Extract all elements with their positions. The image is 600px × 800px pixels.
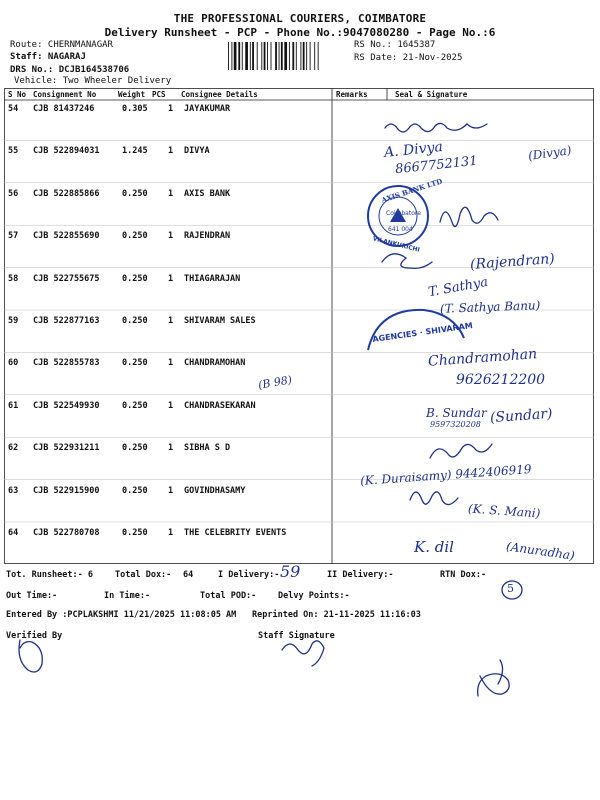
ii-delivery-label: II Delivery:- xyxy=(327,570,394,580)
stamp-pin: 641 004 xyxy=(388,226,413,233)
row-sno: 60 xyxy=(8,358,19,369)
row-consignee: THIAGARAJAN xyxy=(184,273,241,284)
row-pcs: 1 xyxy=(168,104,174,114)
row-consignment-no: CJB 522931211 xyxy=(33,443,100,454)
row-consignment-no: CJB 522755675 xyxy=(33,273,100,284)
row-consignment-no: CJB 522885866 xyxy=(33,188,100,199)
row-consignment-no: CJB 522894031 xyxy=(33,146,100,157)
hw-row61-name2: (Sundar) xyxy=(489,405,554,427)
stamp-bottom-text: VILANKURICHI xyxy=(371,235,421,254)
row-consignment-no: CJB 522915900 xyxy=(33,485,100,496)
row-pcs: 1 xyxy=(168,443,174,454)
row-sno: 57 xyxy=(8,231,19,242)
hw-row60-note: (B 98) xyxy=(257,373,294,392)
col-header-pcs: PCS xyxy=(152,90,166,99)
row-weight: 0.250 xyxy=(122,231,148,242)
hw-row63-name: (K. S. Mani) xyxy=(467,501,541,521)
col-header-consignee: Consignee Details xyxy=(181,90,258,99)
row-consignment-no: CJB 81437246 xyxy=(33,104,95,114)
stamp-top-text: AXIS BANK LTD xyxy=(380,176,444,205)
row-pcs: 1 xyxy=(168,231,174,242)
i-delivery-count: 59 xyxy=(280,562,301,581)
row-weight: 0.250 xyxy=(122,400,148,411)
row-weight: 0.250 xyxy=(122,358,148,369)
total-dox-value: 64 xyxy=(183,570,194,580)
runsheet-subtitle: Delivery Runsheet - PCP - Phone No.:9047080280 - Page No.:6 xyxy=(104,26,496,39)
hw-row62-text: (K. Duraisamy) 9442406919 xyxy=(359,462,532,488)
row-weight: 0.250 xyxy=(122,443,148,454)
row-pcs: 1 xyxy=(168,485,174,496)
row-weight: 1.245 xyxy=(122,146,148,157)
row-weight: 0.305 xyxy=(122,104,148,114)
row-consignee: CHANDRASEKARAN xyxy=(184,400,256,411)
stamp-city: Coimbatore xyxy=(386,210,421,217)
col-header-weight: Weight xyxy=(118,90,146,99)
col-header-sno: S No xyxy=(8,90,27,99)
signature-row54 xyxy=(385,123,487,132)
row-sno: 55 xyxy=(8,146,19,157)
row-sno: 54 xyxy=(8,104,19,114)
row-consignee: GOVINDHASAMY xyxy=(184,485,246,496)
hw-row55-phone: 8667752131 xyxy=(394,153,479,178)
row-consignment-no: CJB 522780708 xyxy=(33,528,100,538)
i-delivery-label: I Delivery:- xyxy=(218,570,280,580)
staff-signature-label: Staff Signature xyxy=(258,631,335,641)
row-consignment-no: CJB 522855783 xyxy=(33,358,100,369)
hw-row57-name: (Rajendran) xyxy=(469,251,556,273)
hw-row58-name2: (T. Sathya Banu) xyxy=(439,298,541,316)
hw-row64-name2: (Anuradha) xyxy=(505,539,576,563)
drs-number: DRS No.: DCJB164538706 xyxy=(10,65,130,75)
hw-row55-name2: (Divya) xyxy=(527,143,573,163)
signature-row57 xyxy=(382,254,432,269)
row-consignee: AXIS BANK xyxy=(184,188,231,199)
row-pcs: 1 xyxy=(168,273,174,284)
hw-row60-name: Chandramohan xyxy=(427,346,538,370)
row-consignee: THE CELEBRITY EVENTS xyxy=(184,528,287,538)
hw-row64-name: K. dil xyxy=(414,538,454,556)
staff-text: Staff: NAGARAJ xyxy=(10,52,86,62)
row-consignment-no: CJB 522549930 xyxy=(33,400,100,411)
row-sno: 62 xyxy=(8,443,19,454)
hw-row55-name: A. Divya xyxy=(383,138,444,162)
out-time: Out Time:- xyxy=(6,591,58,601)
row-consignee: CHANDRAMOHAN xyxy=(184,358,246,369)
in-time: In Time:- xyxy=(104,591,151,601)
row-weight: 0.250 xyxy=(122,485,148,496)
row-consignee: RAJENDRAN xyxy=(184,231,231,242)
hw-row61-name: B. Sundar xyxy=(426,406,487,420)
row-consignment-no: CJB 522855690 xyxy=(33,231,100,242)
rs-number: RS No.: 1645387 xyxy=(354,40,436,50)
rtn-dox-label: RTN Dox:- xyxy=(440,570,487,580)
mark-bottom-right xyxy=(478,660,509,696)
hw-row58-name: T. Sathya xyxy=(427,274,490,301)
row-sno: 59 xyxy=(8,316,19,326)
row-weight: 0.250 xyxy=(122,316,148,326)
signature-staff xyxy=(282,641,324,666)
reprinted-on: Reprinted On: 21-11-2025 11:16:03 xyxy=(252,610,421,620)
row-sno: 63 xyxy=(8,485,19,496)
total-dox-label: Total Dox:- xyxy=(115,570,172,580)
shivaram-stamp-text: AGENCIES · SHIVARAM xyxy=(371,321,474,344)
total-pod: Total POD:- xyxy=(200,591,257,601)
row-consignee: JAYAKUMAR xyxy=(184,104,231,114)
col-header-remarks: Remarks xyxy=(336,90,368,99)
row-weight: 0.250 xyxy=(122,273,148,284)
signature-row62 xyxy=(430,444,492,458)
row-pcs: 1 xyxy=(168,400,174,411)
verified-by: Verified By xyxy=(6,631,63,641)
row-weight: 0.250 xyxy=(122,528,148,538)
row-pcs: 1 xyxy=(168,316,174,326)
company-title: THE PROFESSIONAL COURIERS, COIMBATORE xyxy=(173,12,427,25)
rs-date: RS Date: 21-Nov-2025 xyxy=(354,53,463,63)
row-sno: 64 xyxy=(8,528,19,538)
row-consignee: DIVYA xyxy=(184,146,210,157)
row-pcs: 1 xyxy=(168,188,174,199)
row-pcs: 1 xyxy=(168,528,174,538)
signature-row63 xyxy=(410,492,458,505)
row-sno: 61 xyxy=(8,400,19,411)
row-pcs: 1 xyxy=(168,146,174,157)
row-weight: 0.250 xyxy=(122,188,148,199)
signature-row56 xyxy=(440,207,498,226)
row-pcs: 1 xyxy=(168,358,174,369)
rtn-dox-mark: 5 xyxy=(507,582,514,595)
tot-runsheet: Tot. Runsheet:- 6 xyxy=(6,570,93,580)
hw-row60-phone: 9626212200 xyxy=(456,372,546,388)
signature-verified xyxy=(19,640,42,672)
row-sno: 58 xyxy=(8,273,19,284)
vehicle-text: Vehicle: Two Wheeler Delivery xyxy=(14,76,172,86)
row-sno: 56 xyxy=(8,188,19,199)
entered-by: Entered By :PCPLAKSHMI 11/21/2025 11:08:05 AM xyxy=(6,610,237,620)
col-header-consignment: Consignment No xyxy=(33,90,97,99)
hw-row61-phone: 9597320208 xyxy=(430,420,481,429)
row-consignee: SHIVARAM SALES xyxy=(184,316,256,326)
row-consignee: SIBHA S D xyxy=(184,443,231,454)
row-consignment-no: CJB 522877163 xyxy=(33,316,100,326)
route-text: Route: CHERNMANAGAR xyxy=(10,40,113,50)
col-header-signature: Seal & Signature xyxy=(395,90,468,99)
delvy-points: Delvy Points:- xyxy=(278,591,350,601)
